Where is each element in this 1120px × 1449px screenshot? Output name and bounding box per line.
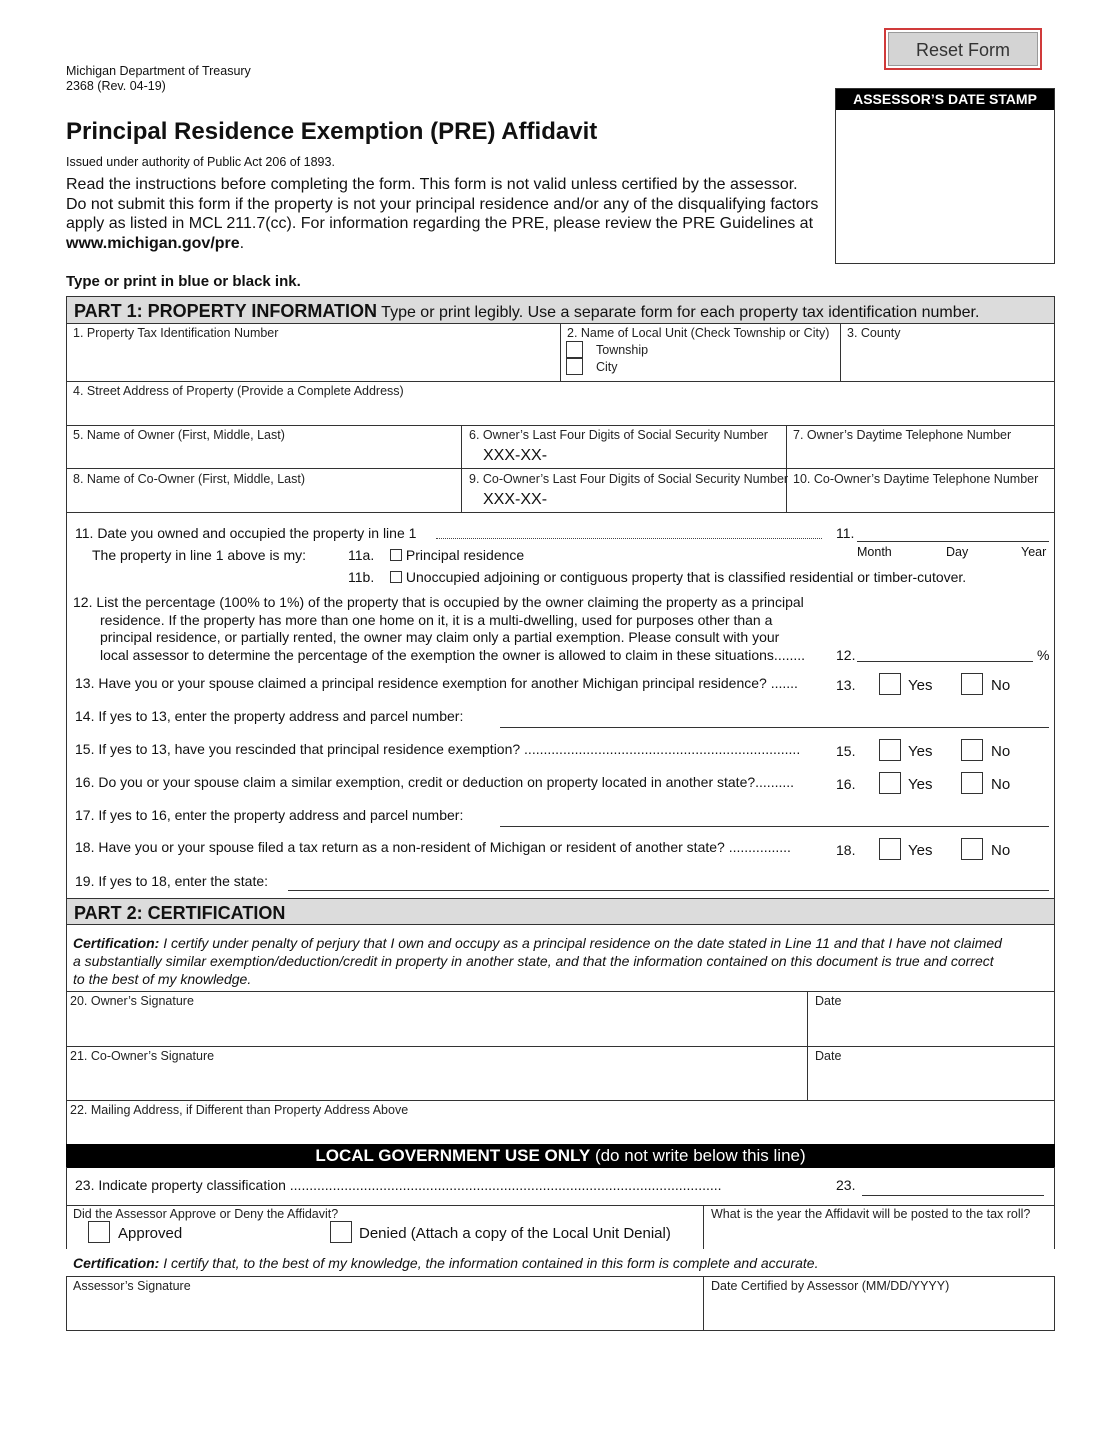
q13-number: 13. [836, 677, 856, 693]
q11-date-input[interactable] [858, 525, 1048, 541]
field-2-label: 2. Name of Local Unit (Check Township or City) [567, 326, 830, 340]
month-label: Month [857, 545, 892, 559]
owner-name-input[interactable] [70, 444, 458, 466]
owner-signature-input[interactable] [70, 1010, 802, 1044]
stamp-title: ASSESSOR’S DATE STAMP [836, 89, 1054, 110]
q11a-option [390, 547, 524, 563]
q18-yes-label: Yes [908, 842, 933, 859]
instructions-line: Do not submit this form if the property is not your principal residence and/or any of the disqualifying factors [66, 195, 819, 213]
q23-number: 23. [836, 1177, 856, 1193]
q17-address-input[interactable] [502, 807, 1048, 826]
q16-no-label: No [991, 776, 1011, 793]
part1-note: Type or print legibly. Use a separate form for each property tax identification number. [377, 304, 980, 321]
authority-text: Issued under authority of Public Act 206 of 1893. [66, 155, 335, 169]
field-7-label: 7. Owner’s Daytime Telephone Number [793, 428, 1012, 442]
local-certification [73, 1255, 818, 1271]
tax-roll-year-question: What is the year the Affidavit will be posted to the tax roll? [711, 1207, 1031, 1221]
q15-yes-checkbox[interactable] [879, 739, 901, 761]
field-1-label: 1. Property Tax Identification Number [73, 326, 279, 340]
q16-no-checkbox[interactable] [961, 772, 983, 794]
city-label: City [596, 360, 618, 374]
q15-no-label: No [991, 743, 1011, 760]
field-9-label: 9. Co-Owner’s Last Four Digits of Social Security Number [469, 472, 789, 486]
q12-line: residence. If the property has more than one home on it, it is a multi-dwelling, used for purposes other than a [100, 611, 773, 628]
ssn-prefix: XXX-XX- [483, 491, 548, 508]
field-6-label: 6. Owner’s Last Four Digits of Social Security Number [469, 428, 768, 442]
owner-ssn-input[interactable] [560, 444, 780, 466]
owner-phone-input[interactable] [790, 444, 1050, 466]
local-cert-label: Certification: [73, 1255, 160, 1271]
coowner-name-input[interactable] [70, 488, 458, 510]
assessor-signature-input[interactable] [70, 1295, 698, 1329]
q13-yes-label: Yes [908, 677, 933, 694]
local-government-bar [66, 1144, 1055, 1168]
q18-number: 18. [836, 842, 856, 858]
q11b-checkbox[interactable] [390, 571, 402, 583]
part2-title: PART 2: CERTIFICATION [74, 903, 286, 923]
q12-line: local assessor to determine the percentage of the exemption the owner is allowed to claim in these situations........ [100, 646, 806, 663]
coowner-phone-input[interactable] [790, 488, 1050, 510]
q12-number: 12. [836, 647, 856, 663]
date-certified-input[interactable] [710, 1295, 1050, 1329]
coowner-ssn-input[interactable] [560, 488, 780, 510]
assessor-signature-label: Assessor’s Signature [73, 1279, 191, 1293]
reset-form-label: Reset Form [888, 32, 1038, 66]
denied-label: Denied (Attach a copy of the Local Unit Denial) [359, 1225, 671, 1242]
street-address-input[interactable] [70, 400, 1050, 423]
part1-header [66, 296, 1055, 324]
q16-number: 16. [836, 776, 856, 792]
q11-number: 11. [836, 525, 855, 541]
date-certified-label: Date Certified by Assessor (MM/DD/YYYY) [711, 1279, 950, 1293]
q12-line: principal residence, or partially rented, the owner may claim only a partial exemption. Please consult with your [100, 629, 780, 646]
date-label: Date [815, 994, 842, 1008]
township-label: Township [596, 343, 649, 357]
field-4-label: 4. Street Address of Property (Provide a Complete Address) [73, 384, 404, 398]
field-3-label: 3. County [847, 326, 901, 340]
local-cert-text: I certify that, to the best of my knowledge, the information contained in this form is complete and accurate. [159, 1255, 819, 1271]
field-22-label: 22. Mailing Address, if Different than Property Address Above [70, 1103, 409, 1117]
owner-date-input[interactable] [812, 1010, 1050, 1044]
q19-label: 19. If yes to 18, enter the state: [75, 873, 269, 889]
q14-label: 14. If yes to 13, enter the property address and parcel number: [75, 708, 464, 724]
local-bar-title: LOCAL GOVERNMENT USE ONLY [315, 1146, 591, 1165]
agency-name: Michigan Department of Treasury [66, 64, 251, 78]
field-5-label: 5. Name of Owner (First, Middle, Last) [73, 428, 285, 442]
approved-checkbox[interactable] [88, 1221, 110, 1243]
instructions [66, 175, 836, 253]
q12-line: 12. List the percentage (100% to 1%) of the property that is occupied by the owner claiming the property as a principal [73, 594, 804, 610]
part1-title: PART 1: PROPERTY INFORMATION [74, 301, 378, 321]
q15-no-checkbox[interactable] [961, 739, 983, 761]
field-10-label: 10. Co-Owner’s Daytime Telephone Number [793, 472, 1039, 486]
q12-percent-input[interactable] [858, 644, 1032, 661]
pre-guidelines-link[interactable]: www.michigan.gov/pre [66, 234, 240, 252]
assessor-date-stamp [835, 88, 1055, 264]
part2-header [66, 898, 1055, 925]
cert-line: to the best of my knowledge. [73, 971, 252, 987]
approved-label: Approved [118, 1225, 183, 1242]
coowner-signature-input[interactable] [70, 1064, 802, 1098]
q14-address-input[interactable] [502, 708, 1048, 727]
county-input[interactable] [845, 342, 1050, 378]
q16-yes-checkbox[interactable] [879, 772, 901, 794]
part2-certification [73, 934, 1002, 988]
q11a-checkbox[interactable] [390, 549, 402, 561]
ink-note: Type or print in blue or black ink. [66, 273, 301, 290]
q18-no-checkbox[interactable] [961, 838, 983, 860]
form-number: 2368 (Rev. 04-19) [66, 79, 166, 93]
city-checkbox[interactable] [566, 358, 583, 375]
q18-yes-checkbox[interactable] [879, 838, 901, 860]
q11b-option [390, 569, 966, 585]
percent-sign: % [1037, 647, 1050, 663]
q17-label: 17. If yes to 16, enter the property address and parcel number: [75, 807, 464, 823]
q23-label: 23. Indicate property classification ............................................................................................................... [75, 1177, 722, 1193]
q11-label: 11. Date you owned and occupied the property in line 1 [75, 525, 417, 541]
cert-label: Certification: [73, 935, 160, 951]
q13-yes-checkbox[interactable] [879, 673, 901, 695]
q11b-number: 11b. [348, 569, 375, 585]
township-checkbox[interactable] [566, 341, 583, 358]
q11a-number: 11a. [348, 547, 375, 563]
tax-roll-year-input[interactable] [710, 1224, 1050, 1246]
q13-label: 13. Have you or your spouse claimed a principal residence exemption for another Michigan principal residence? ....... [75, 675, 798, 691]
cert-line: I certify under penalty of perjury that I own and occupy as a principal residence on the date stated in Line 11 and that I have not claimed [159, 935, 1002, 951]
day-label: Day [946, 545, 969, 559]
instructions-end: . [239, 234, 245, 252]
q15-yes-label: Yes [908, 743, 933, 760]
field-21-label: 21. Co-Owner’s Signature [70, 1049, 215, 1063]
q18-label: 18. Have you or your spouse filed a tax return as a non-resident of Michigan or resident of another state? ................ [75, 839, 791, 855]
field-8-label: 8. Name of Co-Owner (First, Middle, Last) [73, 472, 306, 486]
local-bar-note: (do not write below this line) [590, 1146, 806, 1165]
q11a-label: Principal residence [405, 547, 525, 563]
instructions-line: apply as listed in MCL 211.7(cc). For information regarding the PRE, please review the PRE Guidelines at [66, 215, 814, 232]
reset-form-button[interactable] [884, 28, 1042, 70]
q16-yes-label: Yes [908, 776, 933, 793]
q19-state-input[interactable] [290, 872, 1048, 890]
year-label: Year [1021, 545, 1047, 559]
q16-label: 16. Do you or your spouse claim a similar exemption, credit or deduction on property located in another state?.......... [75, 774, 795, 790]
q11-property-label: The property in line 1 above is my: [92, 547, 306, 563]
denied-checkbox[interactable] [330, 1221, 352, 1243]
q18-no-label: No [991, 842, 1011, 859]
q11b-label: Unoccupied adjoining or contiguous property that is classified residential or timber-cutover. [405, 569, 967, 585]
mailing-address-input[interactable] [70, 1119, 1050, 1142]
date-label: Date [815, 1049, 842, 1063]
q12-text [73, 594, 805, 664]
field-20-label: 20. Owner’s Signature [70, 994, 194, 1008]
q13-no-checkbox[interactable] [961, 673, 983, 695]
coowner-date-input[interactable] [812, 1064, 1050, 1098]
property-classification-input[interactable] [863, 1176, 1043, 1195]
instructions-line: Read the instructions before completing the form. This form is not valid unless certified by the assessor. [66, 176, 798, 193]
approve-question: Did the Assessor Approve or Deny the Affidavit? [73, 1207, 339, 1221]
q13-no-label: No [991, 677, 1011, 694]
q15-number: 15. [836, 743, 856, 759]
tax-id-input[interactable] [70, 340, 556, 378]
ssn-prefix: XXX-XX- [483, 447, 548, 464]
page-title: Principal Residence Exemption (PRE) Affidavit [66, 118, 598, 145]
cert-line: a substantially similar exemption/deduction/credit in property in another state, and that the information contained on this document is true and correct [73, 953, 994, 969]
q15-label: 15. If yes to 13, have you rescinded that principal residence exemption? ....................................................................... [75, 741, 801, 757]
